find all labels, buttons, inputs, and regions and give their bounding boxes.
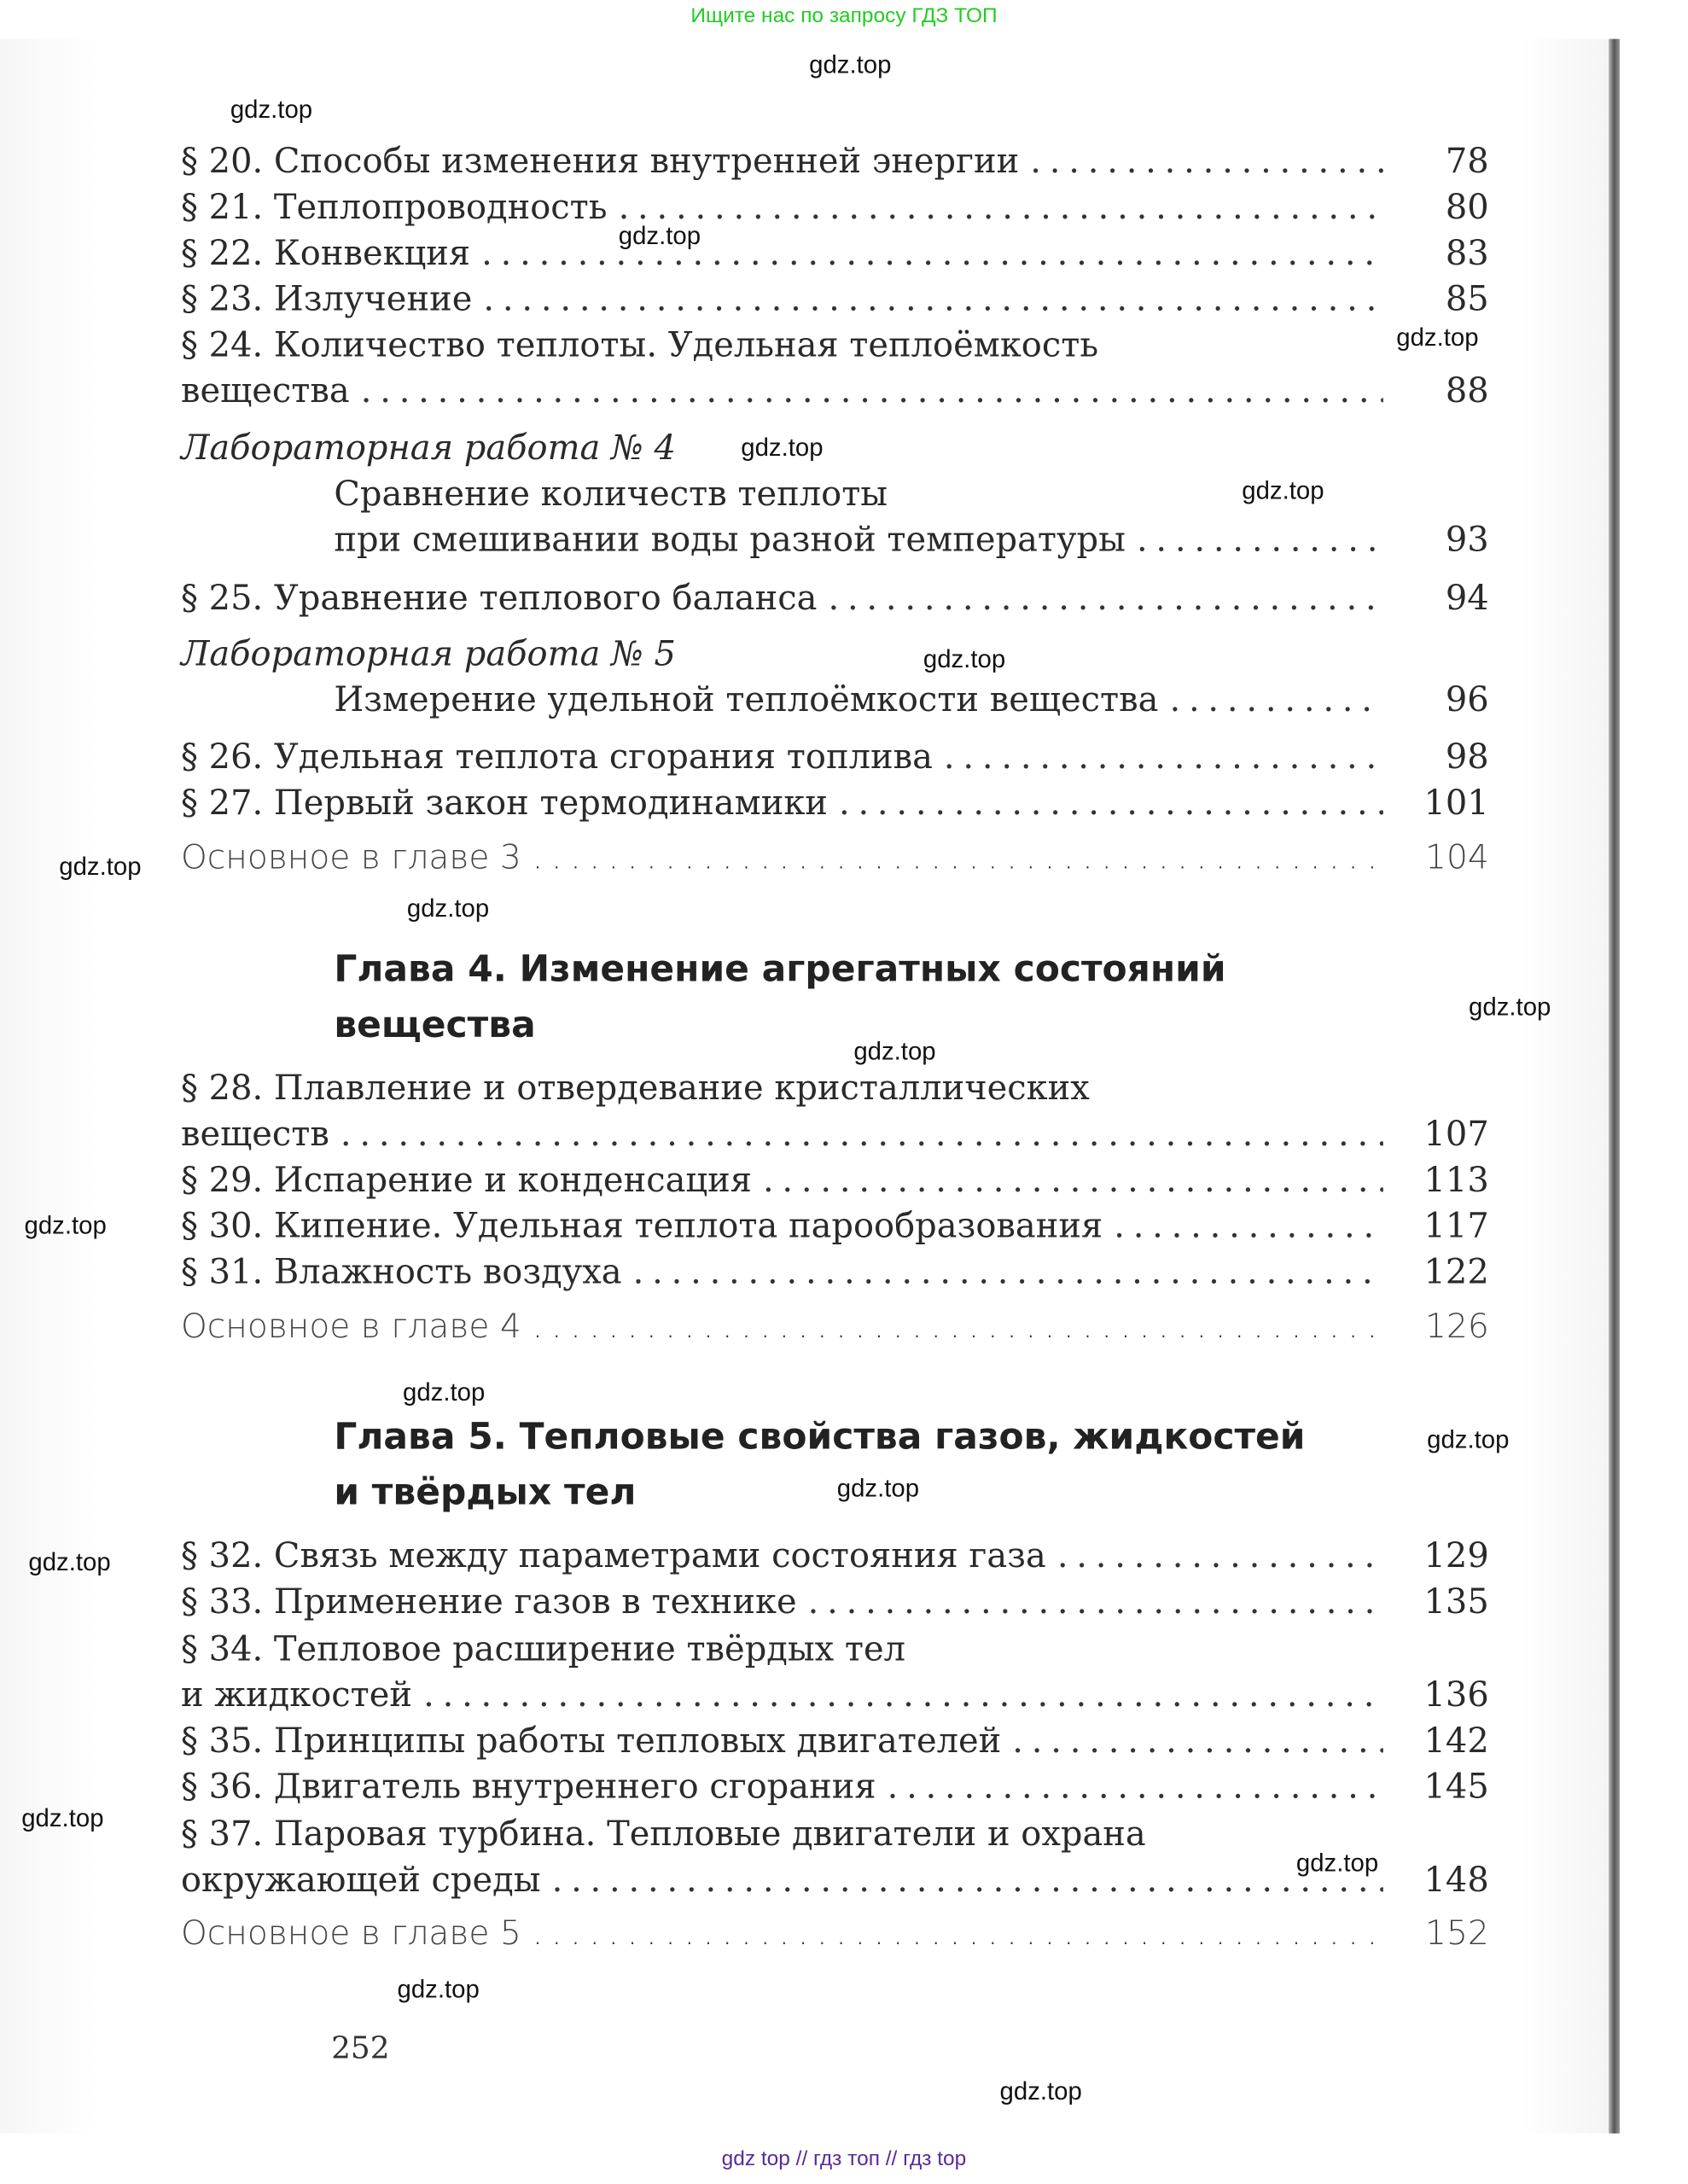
watermark: gdz.top [403, 1378, 486, 1406]
toc-entry-title: Глава 5. Тепловые свойства газов, жидкостей [334, 1416, 1306, 1459]
watermark: gdz.top [406, 894, 490, 923]
toc-entry-page: 78 [1445, 140, 1489, 181]
toc-entry [181, 1249, 1489, 1296]
watermark: gdz.top [809, 50, 892, 79]
watermark: gdz.top [741, 433, 824, 462]
toc-entry-page: 136 [1423, 1674, 1489, 1715]
toc-entry-title: § 31. Влажность воздуха [180, 1250, 622, 1292]
toc-entry-title: вещества [334, 1005, 536, 1047]
toc-entry-page: 83 [1445, 232, 1489, 273]
toc-entry-title: и твёрдых тел [334, 1472, 637, 1515]
toc-entry [181, 1064, 1489, 1111]
toc-entry-page: 93 [1445, 519, 1489, 560]
toc-entry-title: Основное в главе 3 [180, 837, 521, 877]
toc-entry [181, 631, 1489, 678]
toc-entry-page: 113 [1423, 1159, 1489, 1200]
watermark: gdz.top [28, 1548, 111, 1576]
dot-leader [483, 276, 1382, 323]
toc-entry [181, 1110, 1489, 1157]
bottom-banner[interactable]: gdz top // гдз топ // гдз top [721, 2147, 967, 2171]
toc-entry [181, 1302, 1489, 1349]
toc-entry-page: 107 [1423, 1113, 1489, 1154]
toc-entry-title: Основное в главе 4 [180, 1307, 521, 1346]
toc-entry-page: 117 [1423, 1205, 1489, 1246]
toc-entry-page: 126 [1425, 1307, 1489, 1346]
toc-entry [181, 1763, 1489, 1810]
toc-entry [181, 1626, 1489, 1673]
toc-entry-title: § 30. Кипение. Удельная теплота парообразования [180, 1205, 1103, 1246]
toc-entry-page: 80 [1445, 186, 1489, 227]
toc-entry [181, 1717, 1489, 1764]
toc-entry-title: Лабораторная работа № 4 [180, 427, 676, 468]
watermark: gdz.top [1469, 993, 1551, 1022]
toc-entry-title: § 21. Теплопроводность [180, 186, 608, 227]
toc-entry [181, 1156, 1489, 1203]
toc-entry-title: окружающей среды [180, 1859, 541, 1900]
toc-entry-title: Сравнение количеств теплоты [334, 473, 888, 514]
watermark: gdz.top [24, 1211, 107, 1240]
watermark: gdz.top [1295, 1849, 1379, 1877]
toc-entry [181, 733, 1489, 780]
toc-entry [181, 367, 1489, 414]
toc-entry-title: § 32. Связь между параметрами состояния газа [180, 1535, 1046, 1575]
toc-entry-title: § 37. Паровая турбина. Тепловые двигатели и охрана [180, 1813, 1146, 1854]
toc-entry-title: Лабораторная работа № 5 [180, 632, 676, 674]
toc-entry [181, 322, 1489, 369]
watermark: gdz.top [1242, 476, 1324, 505]
dot-leader [1169, 676, 1382, 723]
toc-entry [334, 676, 1488, 723]
dot-leader [888, 1763, 1383, 1810]
toc-entry [181, 1856, 1489, 1903]
toc-entry-title: и жидкостей [180, 1674, 413, 1715]
toc-entry [181, 424, 1489, 471]
watermark: gdz.top [21, 1804, 104, 1832]
toc-entry-title: § 23. Излучение [180, 278, 473, 319]
toc-entry-title: § 20. Способы изменения внутренней энергии [180, 140, 1020, 181]
toc-entry [181, 183, 1489, 230]
toc-entry [181, 1671, 1489, 1718]
toc-entry-page: 148 [1423, 1859, 1489, 1900]
toc-entry-title: вещества [180, 370, 350, 411]
dot-leader [1137, 516, 1383, 563]
toc-entry [181, 779, 1489, 826]
toc-entry-title: § 29. Испарение и конденсация [180, 1159, 752, 1200]
chapter-heading [334, 946, 1488, 993]
watermark: gdz.top [397, 1975, 480, 2004]
toc-entry-title: § 25. Уравнение теплового баланса [180, 577, 818, 618]
toc-entry-page: 98 [1445, 736, 1489, 777]
dot-leader [341, 1110, 1383, 1157]
dot-leader [552, 1856, 1383, 1903]
dot-leader [361, 367, 1383, 414]
watermark: gdz.top [999, 2076, 1082, 2105]
dot-leader [1114, 1203, 1383, 1249]
watermark: gdz.top [836, 1474, 920, 1503]
toc-entry [181, 1909, 1489, 1956]
toc-entry [181, 137, 1489, 184]
toc-entry-page: 135 [1423, 1581, 1489, 1622]
toc-entry-title: Глава 4. Изменение агрегатных состояний [334, 949, 1226, 991]
dot-leader [1012, 1717, 1383, 1764]
toc-entry-page: 101 [1423, 782, 1489, 823]
page-number: 252 [331, 2031, 390, 2067]
watermark: gdz.top [618, 222, 701, 250]
toc-entry-title: § 36. Двигатель внутреннего сгорания [180, 1766, 876, 1807]
toc-entry-page: 88 [1445, 370, 1489, 411]
toc-entry [181, 276, 1489, 323]
dot-leader [533, 1909, 1383, 1956]
toc-entry [181, 1578, 1489, 1625]
watermark: gdz.top [923, 644, 1006, 673]
toc-entry-title: § 34. Тепловое расширение твёрдых тел [180, 1628, 906, 1669]
toc-entry [181, 834, 1489, 881]
toc-entry-title: § 35. Принципы работы тепловых двигателей [180, 1720, 1002, 1761]
toc-entry-title: § 26. Удельная теплота сгорания топлива [180, 736, 933, 777]
toc-entry-page: 94 [1445, 577, 1489, 618]
watermark: gdz.top [853, 1037, 936, 1066]
dot-leader [633, 1249, 1383, 1296]
dot-leader [1057, 1532, 1383, 1579]
toc-entry-page: 122 [1423, 1250, 1489, 1292]
toc-entry-title: § 24. Количество теплоты. Удельная теплоёмкость [180, 323, 1099, 365]
dot-leader [763, 1156, 1383, 1203]
dot-leader [481, 230, 1383, 277]
dot-leader [839, 779, 1383, 826]
toc-entry-page: 152 [1425, 1913, 1489, 1953]
toc-entry [334, 516, 1488, 563]
dot-leader [1030, 137, 1383, 184]
dot-leader [423, 1671, 1383, 1718]
page-edge [1609, 39, 1620, 2134]
watermark: gdz.top [230, 95, 313, 124]
toc-entry-title: § 28. Плавление и отвердевание кристаллических [180, 1067, 1090, 1108]
watermark: gdz.top [59, 852, 142, 881]
toc-entry [181, 574, 1489, 621]
toc-entry [181, 1203, 1489, 1249]
toc-entry [181, 1532, 1489, 1579]
toc-entry-page: 104 [1425, 837, 1489, 877]
dot-leader [808, 1578, 1383, 1625]
toc-entry-title: Измерение удельной теплоёмкости вещества [334, 678, 1159, 720]
toc-entry-title: веществ [180, 1113, 329, 1154]
toc-entry-title: § 33. Применение газов в технике [180, 1581, 797, 1622]
toc-entry-page: 129 [1423, 1535, 1489, 1575]
toc-entry-title: Основное в главе 5 [180, 1913, 521, 1953]
toc-entry-page: 85 [1445, 278, 1489, 319]
top-banner[interactable]: Ищите нас по запросу ГДЗ ТОП [690, 3, 998, 28]
dot-leader [944, 733, 1383, 780]
watermark: gdz.top [1427, 1425, 1510, 1454]
toc-entry-title: § 22. Конвекция [180, 232, 471, 273]
toc-entry-page: 96 [1445, 678, 1489, 720]
toc-entry [181, 1810, 1489, 1857]
toc-entry-page: 142 [1423, 1720, 1489, 1761]
chapter-heading [334, 1414, 1488, 1461]
watermark: gdz.top [1396, 323, 1479, 352]
toc-entry [181, 230, 1489, 277]
toc-entry-title: § 27. Первый закон термодинамики [180, 782, 828, 823]
dot-leader [828, 574, 1382, 621]
toc-entry-title: при смешивании воды разной температуры [334, 519, 1126, 560]
dot-leader [619, 183, 1383, 230]
dot-leader [533, 1302, 1383, 1349]
toc-entry-page: 145 [1423, 1766, 1489, 1807]
dot-leader [533, 834, 1383, 881]
